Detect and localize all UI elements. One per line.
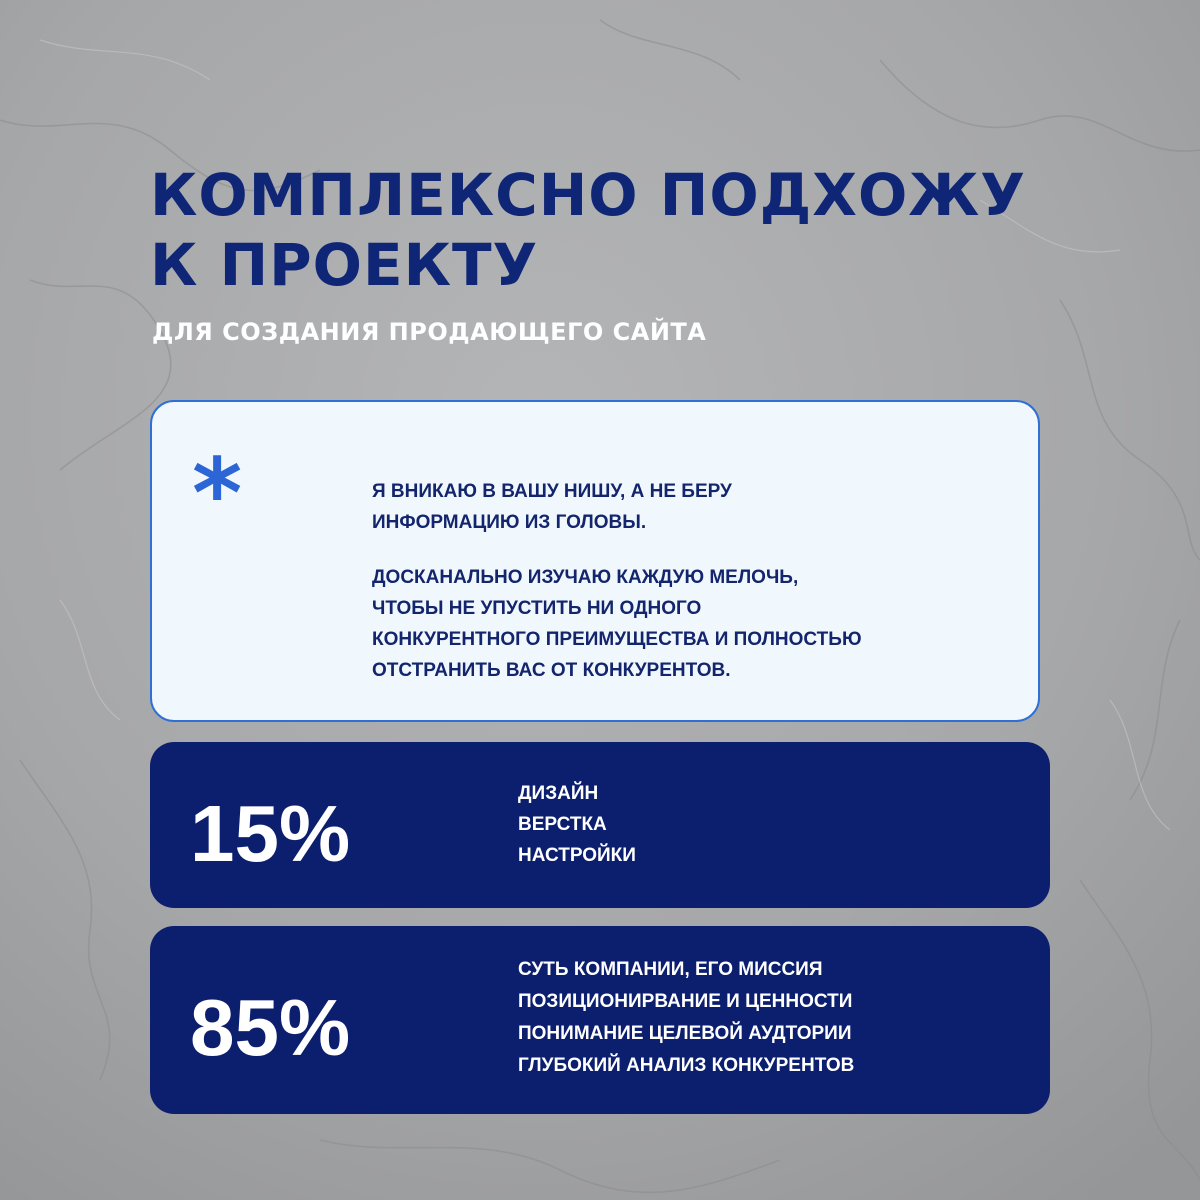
list-item: СУТЬ КОМПАНИИ, ЕГО МИССИЯ: [518, 959, 823, 980]
list-item: НАСТРОЙКИ: [518, 845, 636, 866]
info-line: Я ВНИКАЮ В ВАШУ НИШУ, А НЕ БЕРУ: [372, 481, 732, 502]
stat-percent-15: 15%: [190, 789, 351, 878]
list-item: ПОЗИЦИОНИРВАНИЕ И ЦЕННОСТИ: [518, 991, 853, 1012]
page-subtitle: ДЛЯ СОЗДАНИЯ ПРОДАЮЩЕГО САЙТА: [152, 318, 707, 346]
asterisk-icon: *: [192, 438, 243, 550]
stat-percent-85: 85%: [190, 983, 351, 1072]
title-line-1: КОМПЛЕКСНО ПОДХОЖУ: [150, 161, 1027, 229]
list-item: ГЛУБОКИЙ АНАЛИЗ КОНКУРЕНТОВ: [518, 1055, 855, 1076]
info-paragraph-1: [372, 476, 932, 538]
title-line-2: К ПРОЕКТУ: [150, 231, 539, 299]
list-item: ПОНИМАНИЕ ЦЕЛЕВОЙ АУДТОРИИ: [518, 1023, 852, 1044]
list-item: ДИЗАЙН: [518, 783, 599, 804]
stat-85-list: [518, 954, 854, 1082]
info-card-text: [372, 476, 932, 710]
info-line: ОТСТРАНИТЬ ВАС ОТ КОНКУРЕНТОВ.: [372, 660, 731, 681]
stat-15-list: [518, 778, 636, 871]
info-line: ЧТОБЫ НЕ УПУСТИТЬ НИ ОДНОГО: [372, 598, 702, 619]
info-line: ИНФОРМАЦИЮ ИЗ ГОЛОВЫ.: [372, 512, 647, 533]
list-item: ВЕРСТКА: [518, 814, 607, 835]
page-title: [150, 160, 1026, 300]
stat-card-15: [150, 742, 1050, 908]
info-paragraph-2: [372, 562, 932, 686]
stat-card-85: [150, 926, 1050, 1114]
info-line: КОНКУРЕНТНОГО ПРЕИМУЩЕСТВА И ПОЛНОСТЬЮ: [372, 629, 862, 650]
info-card: [150, 400, 1040, 722]
info-line: ДОСКАНАЛЬНО ИЗУЧАЮ КАЖДУЮ МЕЛОЧЬ,: [372, 567, 799, 588]
